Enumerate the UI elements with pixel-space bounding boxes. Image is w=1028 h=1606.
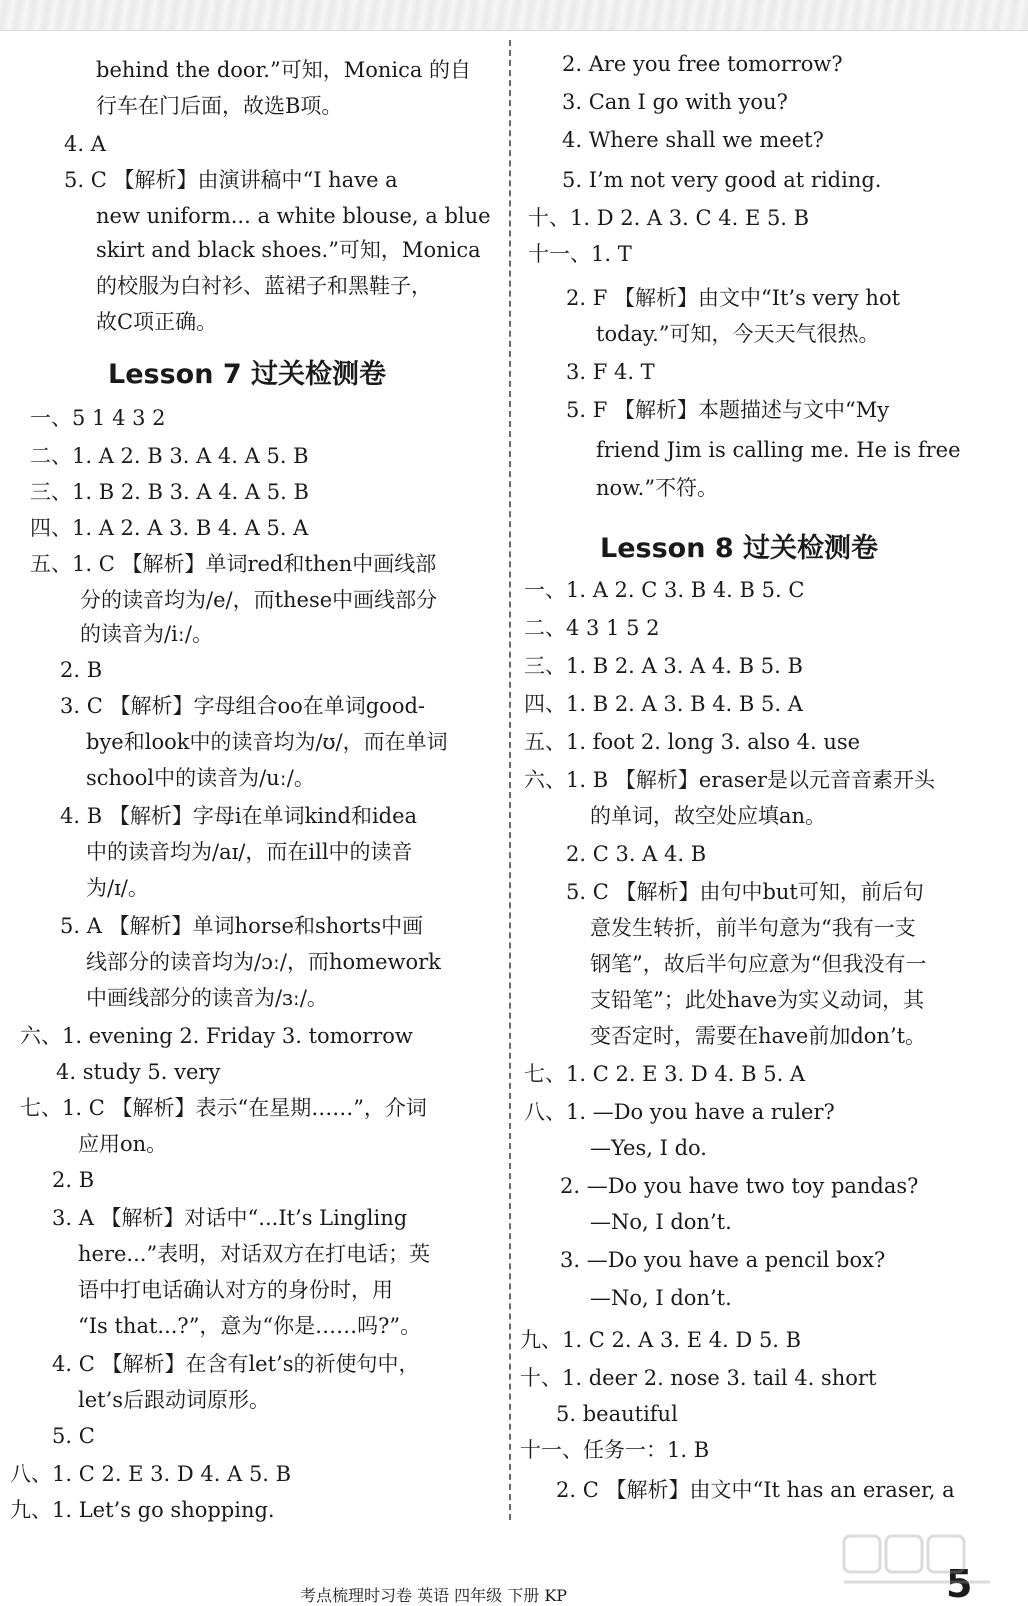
answer-line: let’s后跟动词原形。	[78, 1388, 271, 1412]
answer-line: 4. A	[64, 132, 106, 156]
answer-line: 九、1. Let’s go shopping.	[10, 1498, 275, 1522]
answer-line: 五、1. foot 2. long 3. also 4. use	[524, 730, 861, 754]
answer-line: 三、1. B 2. B 3. A 4. A 5. B	[30, 480, 309, 504]
answer-line: 3. C 【解析】字母组合oo在单词good-	[60, 694, 426, 718]
answer-line: 中的读音均为/aɪ/，而在ill中的读音	[86, 840, 413, 864]
answer-line: 四、1. A 2. A 3. B 4. A 5. A	[30, 516, 309, 540]
answer-line: 3. F 4. T	[566, 360, 655, 384]
answer-line: 十、1. deer 2. nose 3. tail 4. short	[520, 1366, 877, 1390]
answer-line: skirt and black shoes.”可知，Monica	[96, 238, 481, 262]
answer-line: here...”表明，对话双方在打电话；英	[78, 1242, 431, 1266]
answer-line: —Yes, I do.	[590, 1136, 707, 1160]
answer-line: new uniform... a white blouse, a blue	[96, 204, 491, 228]
answer-line: 5. A 【解析】单词horse和shorts中画	[60, 914, 424, 938]
answer-line: 六、1. B 【解析】eraser是以元音音素开头	[524, 768, 936, 792]
answer-line: 2. B	[60, 658, 103, 682]
lesson7-heading: Lesson 7 过关检测卷	[108, 359, 387, 390]
answer-line: 4. C 【解析】在含有let’s的祈使句中，	[52, 1352, 420, 1376]
answer-line: today.”可知，今天天气很热。	[596, 322, 880, 346]
footer-book-info: 考点梳理时习卷 英语 四年级 下册 KP	[300, 1586, 568, 1605]
answer-line: behind the door.”可知，Monica 的自	[96, 58, 472, 82]
answer-line: 行车在门后面，故选B项。	[96, 94, 343, 118]
answer-line: 5. C 【解析】由演讲稿中“I have a	[64, 168, 398, 192]
column-divider	[509, 40, 511, 1520]
answer-line: 十一、1. T	[528, 242, 632, 266]
answer-line: 二、1. A 2. B 3. A 4. A 5. B	[30, 444, 309, 468]
answer-line: 中画线部分的读音为/ɜː/。	[86, 986, 328, 1010]
answer-line: now.”不符。	[596, 476, 719, 500]
lesson8-heading: Lesson 8 过关检测卷	[600, 533, 879, 564]
answer-line: 意发生转折，前半句意为“我有一支	[590, 916, 916, 940]
answer-line: 十、1. D 2. A 3. C 4. E 5. B	[528, 206, 810, 230]
answer-line: 故C项正确。	[96, 310, 218, 334]
answer-line: —No, I don’t.	[590, 1286, 732, 1310]
answer-line: 十一、任务一：1. B	[520, 1438, 710, 1462]
answer-line: 三、1. B 2. A 3. A 4. B 5. B	[524, 654, 803, 678]
left-column	[0, 0, 505, 1530]
answer-line: 5. I’m not very good at riding.	[562, 168, 882, 192]
answer-line: 分的读音均为/e/，而these中画线部分	[80, 588, 438, 612]
answer-line: 5. C	[52, 1424, 95, 1448]
answer-line: —No, I don’t.	[590, 1210, 732, 1234]
answer-line: 八、1. C 2. E 3. D 4. A 5. B	[10, 1462, 292, 1486]
answer-line: 2. Are you free tomorrow?	[562, 52, 843, 76]
answer-line: 线部分的读音均为/ɔː/，而homework	[86, 950, 441, 974]
answer-line: 钢笔”，故后半句应意为“但我没有一	[590, 952, 927, 976]
answer-line: 二、4 3 1 5 2	[524, 616, 660, 640]
answer-line: 4. study 5. very	[56, 1060, 221, 1084]
answer-line: 一、5 1 4 3 2	[30, 406, 166, 430]
answer-line: 3. —Do you have a pencil box?	[560, 1248, 886, 1272]
answer-line: 七、1. C 【解析】表示“在星期……”，介词	[20, 1096, 427, 1120]
page-number: 5	[946, 1562, 973, 1606]
answer-line: 的单词，故空处应填an。	[590, 804, 827, 828]
answer-line: 一、1. A 2. C 3. B 4. B 5. C	[524, 578, 805, 602]
answer-line: 五、1. C 【解析】单词red和then中画线部	[30, 552, 437, 576]
answer-line: 5. C 【解析】由句中but可知，前后句	[566, 880, 924, 904]
answer-line: 2. C 3. A 4. B	[566, 842, 707, 866]
answer-line: 4. B 【解析】字母i在单词kind和idea	[60, 804, 418, 828]
answer-line: 为/ɪ/。	[86, 876, 149, 900]
answer-line: 2. B	[52, 1168, 95, 1192]
answer-line: friend Jim is calling me. He is free	[596, 438, 961, 462]
answer-line: 2. —Do you have two toy pandas?	[560, 1174, 919, 1198]
answer-line: “Is that...?”，意为“你是……吗?”。	[78, 1314, 422, 1338]
answer-line: 的读音为/iː/。	[80, 622, 213, 646]
answer-line: 七、1. C 2. E 3. D 4. B 5. A	[524, 1062, 806, 1086]
answer-line: 六、1. evening 2. Friday 3. tomorrow	[20, 1024, 413, 1048]
answer-line: 支铅笔”；此处have为实义动词，其	[590, 988, 925, 1012]
answer-line: 3. A 【解析】对话中“...It’s Lingling	[52, 1206, 408, 1230]
answer-line: 2. F 【解析】由文中“It’s very hot	[566, 286, 901, 310]
answer-line: 九、1. C 2. A 3. E 4. D 5. B	[520, 1328, 802, 1352]
answer-line: 5. beautiful	[556, 1402, 678, 1426]
answer-line: school中的读音为/uː/。	[86, 766, 315, 790]
right-column	[512, 0, 1024, 1530]
answer-line: 应用on。	[78, 1132, 168, 1156]
watermark-logo-icon	[840, 1530, 1000, 1590]
answer-line: 5. F 【解析】本题描述与文中“My	[566, 398, 890, 422]
answer-line: 2. C 【解析】由文中“It has an eraser, a	[556, 1478, 955, 1502]
answer-line: bye和look中的读音均为/ʊ/，而在单词	[86, 730, 448, 754]
answer-line: 语中打电话确认对方的身份时，用	[78, 1278, 393, 1302]
answer-line: 变否定时，需要在have前加don’t。	[590, 1024, 927, 1048]
answer-line: 的校服为白衬衫、蓝裙子和黑鞋子，	[96, 274, 432, 298]
answer-line: 四、1. B 2. A 3. B 4. B 5. A	[524, 692, 803, 716]
answer-line: 4. Where shall we meet?	[562, 128, 824, 152]
answer-line: 3. Can I go with you?	[562, 90, 788, 114]
answer-line: 八、1. —Do you have a ruler?	[524, 1100, 835, 1124]
